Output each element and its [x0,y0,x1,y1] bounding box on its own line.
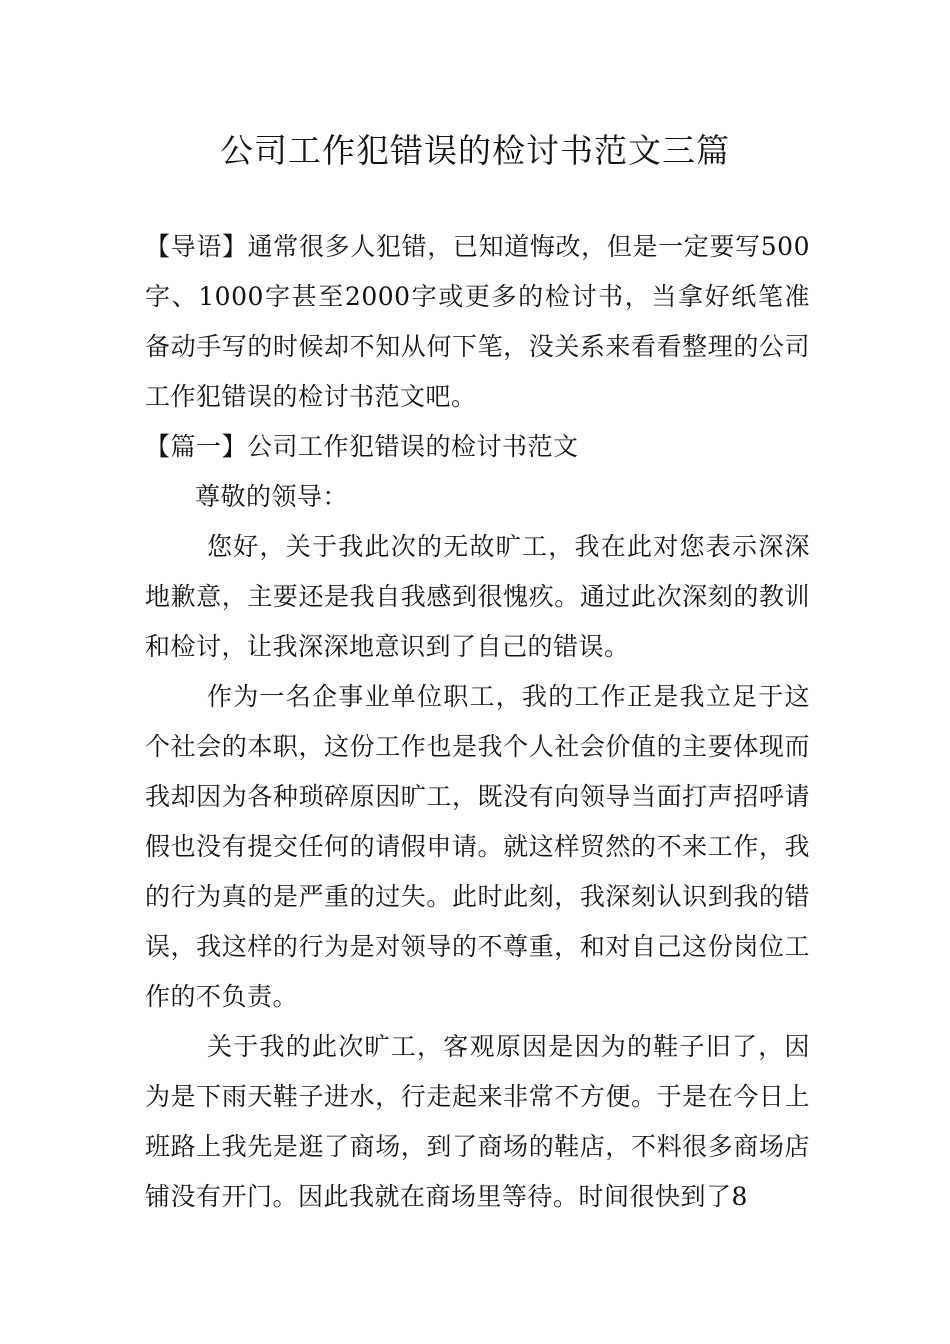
document-body [145,222,810,1222]
body-paragraph-3: 关于我的此次旷工，客观原因是因为的鞋子旧了，因为是下雨天鞋子进水，行走起来非常不方便。于是在今日上班路上我先是逛了商场，到了商场的鞋店，不料很多商场店铺没有开门。因此我就在商场里等待。时间很快到了8 [145,1032,810,1211]
body-paragraph-2: 作为一名企事业单位职工，我的工作正是我立足于这个社会的本职，这份工作也是我个人社会价值的主要体现而我却因为各种琐碎原因旷工，既没有向领导当面打声招呼请假也没有提交任何的请假申请。就这样贸然的不来工作，我的行为真的是严重的过失。此时此刻，我深刻认识到我的错误，我这样的行为是对领导的不尊重，和对自己这份岗位工作的不负责。 [145,682,810,1011]
body-paragraph-1: 您好，关于我此次的无故旷工，我在此对您表示深深地歉意，主要还是我自我感到很愧疚。通过此次深刻的教训和检讨，让我深深地意识到了自己的错误。 [145,532,810,661]
section-heading: 【篇一】公司工作犯错误的检讨书范文 [145,432,579,461]
salutation: 尊敬的领导： [195,482,349,511]
document-title: 公司工作犯错误的检讨书范文三篇 [220,131,730,170]
intro-paragraph: 【导语】通常很多人犯错，已知道悔改，但是一定要写500字、1000字甚至2000字或更多的检讨书，当拿好纸笔准备动手写的时候却不知从何下笔，没关系来看看整理的公司工作犯错误的检讨书范文吧。 [145,232,810,411]
